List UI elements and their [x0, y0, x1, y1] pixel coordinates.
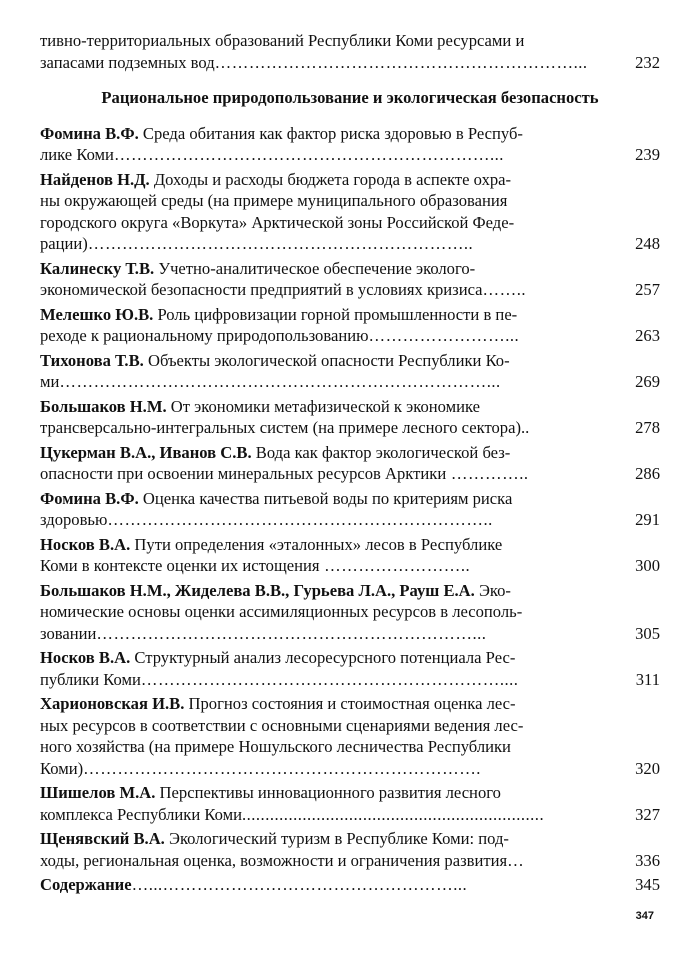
- entry-line: запасами подземных вод: [40, 52, 215, 72]
- leader-dots: ………………………………………………………...: [214, 52, 588, 72]
- page-number: 311: [635, 669, 660, 689]
- leader-dots: …………..: [446, 464, 529, 483]
- entry-author: Шишелов М.А.: [40, 783, 156, 802]
- leader-dots: ………………………………………………………....: [140, 669, 519, 689]
- entry-line: тивно-территориальных образований Республики Коми ресурсами и: [40, 31, 525, 50]
- toc-entry: [40, 258, 660, 301]
- folio-page-number: 347: [635, 910, 654, 922]
- entry-line: опасности при освоении минеральных ресурсов Арктики: [40, 464, 447, 483]
- toc-entry: [40, 647, 660, 690]
- entry-line: лике Коми: [40, 145, 114, 164]
- entry-line: Среда обитания как фактор риска здоровью в Респуб-: [138, 123, 523, 143]
- entry-line: публики Коми: [40, 669, 141, 689]
- leader-dots: ……………………..: [319, 556, 471, 575]
- page-number: 320: [635, 758, 660, 778]
- entry-line: экономической безопасности предприятий в условиях кризиса: [40, 280, 483, 299]
- page-number: 263: [635, 326, 660, 345]
- toc-page: [40, 30, 660, 899]
- entry-line: Доходы и расходы бюджета города в аспекте охра-: [149, 169, 512, 189]
- leader-dots: …………………………………………………………...: [96, 623, 487, 643]
- entry-line: ного хозяйства (на примере Ношульского лесничества Республики: [40, 737, 511, 756]
- entry-line: комплекса Республики Коми: [40, 804, 242, 824]
- entry-author: Носков В.А.: [40, 534, 131, 554]
- entry-line: Коми в контексте оценки их истощения: [40, 556, 320, 575]
- entry-author: Носков В.А.: [40, 648, 131, 667]
- entry-line: здоровью: [40, 510, 108, 529]
- toc-entry: [40, 828, 660, 871]
- toc-entry: [40, 350, 660, 393]
- entry-line: Экологический туризм в Республике Коми: под-: [164, 829, 509, 848]
- entry-line: городского округа «Воркута» Арктической зоны Российской Феде-: [40, 212, 515, 232]
- entry-line: Коми): [40, 758, 84, 778]
- page-number: 257: [635, 280, 660, 299]
- toc-entry: [40, 123, 660, 166]
- entry-line: Перспективы инновационного развития лесного: [155, 783, 501, 802]
- entry-line: ми: [40, 372, 60, 391]
- page-number: 327: [635, 804, 660, 824]
- leader-dots: …………………………………………………………..: [107, 510, 493, 529]
- page-number: 269: [635, 372, 660, 391]
- leader-dots: …………………………………………………………….: [83, 758, 481, 778]
- toc-entry: [40, 534, 660, 577]
- entry-line: Вода как фактор экологической без-: [251, 442, 511, 462]
- entry-line: Эко-: [474, 580, 511, 600]
- entry-line: трансверсально-интегральных систем (на примере лесного сектора)..: [40, 418, 530, 437]
- entry-line: ных ресурсов в соответствии с основными сценариями ведения лес-: [40, 715, 524, 735]
- entry-author: Тихонова Т.В.: [40, 350, 144, 370]
- entry-author: Щенявский В.А.: [40, 829, 165, 848]
- entry-author: Мелешко Ю.В.: [40, 304, 154, 324]
- leader-dots: …...……………………………………………...: [131, 875, 468, 894]
- leader-dots: ……………………...: [368, 326, 520, 345]
- entry-author: Фомина В.Ф.: [40, 123, 139, 143]
- entry-author: Содержание: [40, 875, 132, 894]
- leader-dots: ……..: [482, 280, 527, 299]
- entry-line: Роль цифровизации горной промышленности в пе-: [153, 304, 518, 324]
- entry-line: зовании: [40, 623, 97, 643]
- page-number: 232: [635, 52, 660, 72]
- page-number: 300: [635, 556, 660, 575]
- page-number: 278: [635, 418, 660, 437]
- entry-line: Объекты экологической опасности Республики Ко-: [143, 350, 510, 370]
- entry-line: Структурный анализ лесоресурсного потенциала Рес-: [130, 648, 516, 667]
- entry-author: Найденов Н.Д.: [40, 169, 150, 189]
- entry-line: От экономики метафизической к экономике: [166, 396, 481, 416]
- toc-entry: [40, 396, 660, 439]
- page-number: 291: [635, 510, 660, 529]
- page-number: 336: [635, 850, 660, 870]
- entry-line: Учетно-аналитическое обеспечение эколого-: [154, 258, 476, 278]
- leader-dots: …………………………………………………………...: [113, 145, 504, 164]
- toc-entry: [40, 782, 660, 825]
- section-heading: Рациональное природопользование и экологическая безопасность: [101, 88, 599, 107]
- entry-line: номические основы оценки ассимиляционных ресурсов в лесополь-: [40, 602, 523, 621]
- toc-entry: [40, 580, 660, 645]
- entry-author: Харионовская И.В.: [40, 694, 185, 713]
- page-number: 345: [635, 875, 660, 894]
- entry-author: Калинеску Т.В.: [40, 258, 155, 278]
- entry-line: Прогноз состояния и стоимостная оценка лес-: [184, 694, 516, 713]
- toc-entry: [40, 442, 660, 485]
- page-number: 305: [635, 623, 660, 643]
- entry-author: Большаков Н.М., Жиделева В.В., Гурьева Л.А., Рауш Е.А.: [40, 580, 475, 600]
- toc-entry-contents: [40, 874, 660, 896]
- toc-entry-continuation: [40, 30, 660, 73]
- entry-author: Большаков Н.М.: [40, 396, 167, 416]
- entry-author: Цукерман В.А., Иванов С.В.: [40, 442, 252, 462]
- entry-line: рации): [40, 234, 88, 253]
- entry-line: реходе к рациональному природопользованию: [40, 326, 369, 345]
- entry-line: ны окружающей среды (на примере муниципального образования: [40, 191, 508, 210]
- toc-entry: [40, 169, 660, 255]
- page-number: 248: [635, 234, 660, 253]
- entry-line: Пути определения «эталонных» лесов в Республике: [130, 534, 503, 554]
- page-number: 286: [635, 464, 660, 483]
- leader-dots: …………………………………………………………..: [87, 234, 474, 253]
- toc-entry: [40, 304, 660, 347]
- page-number: 239: [635, 145, 660, 164]
- entry-line: ходы, региональная оценка, возможности и ограничения развития…: [40, 850, 524, 870]
- toc-entry: [40, 693, 660, 779]
- entry-author: Фомина В.Ф.: [40, 488, 139, 508]
- leader-dots: .................................................................: [241, 804, 545, 824]
- leader-dots: …………………………………………………………………...: [59, 372, 501, 391]
- entry-line: Оценка качества питьевой воды по критериям риска: [138, 488, 513, 508]
- toc-entry: [40, 488, 660, 531]
